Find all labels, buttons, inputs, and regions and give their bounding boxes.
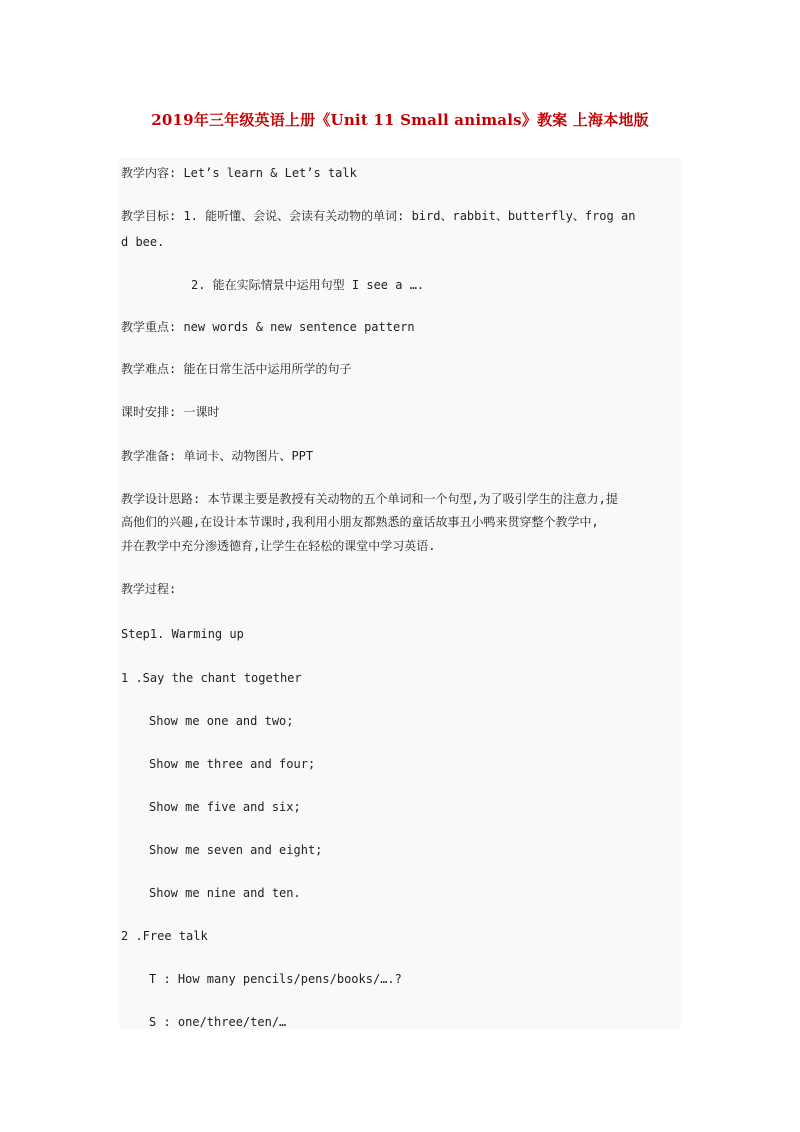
student-dialogue-line: S : one/three/ten/… — [149, 1015, 287, 1029]
difficulty-line: 教学难点: 能在日常生活中运用所学的句子 — [121, 362, 352, 376]
preparation-line: 教学准备: 单词卡、动物图片、PPT — [121, 449, 314, 463]
chant-line-1: Show me one and two; — [149, 714, 294, 728]
process-heading: 教学过程: — [121, 582, 177, 596]
free-talk-heading: 2 .Free talk — [121, 929, 208, 943]
teaching-goal-line: 教学目标: 1. 能听懂、会说、会读有关动物的单词: bird、rabbit、butterfly、frog an — [121, 209, 636, 223]
key-point-line: 教学重点: new words & new sentence pattern — [121, 320, 415, 334]
chant-heading: 1 .Say the chant together — [121, 671, 302, 685]
teaching-content-line: 教学内容: Let’s learn & Let’s talk — [121, 166, 357, 180]
design-idea-line-2: 高他们的兴趣,在设计本节课时,我利用小朋友都熟悉的童话故事丑小鸭来贯穿整个教学中, — [121, 515, 599, 529]
chant-line-4: Show me seven and eight; — [149, 843, 323, 857]
schedule-line: 课时安排: 一课时 — [121, 405, 220, 419]
chant-line-3: Show me five and six; — [149, 800, 301, 814]
teaching-goal-2-line: 2. 能在实际情景中运用句型 I see a …. — [191, 278, 425, 292]
design-idea-line-1: 教学设计思路: 本节课主要是教授有关动物的五个单词和一个句型,为了吸引学生的注意力,提 — [121, 492, 618, 506]
design-idea-line-3: 并在教学中充分渗透德育,让学生在轻松的课堂中学习英语. — [121, 539, 436, 553]
chant-line-5: Show me nine and ten. — [149, 886, 301, 900]
teaching-goal-line-continued: d bee. — [121, 235, 165, 249]
step1-heading: Step1. Warming up — [121, 627, 244, 641]
page-title: 2019年三年级英语上册《Unit 11 Small animals》教案 上海本地版 — [151, 111, 649, 129]
chant-line-2: Show me three and four; — [149, 757, 316, 771]
teacher-dialogue-line: T : How many pencils/pens/books/….? — [149, 972, 402, 986]
